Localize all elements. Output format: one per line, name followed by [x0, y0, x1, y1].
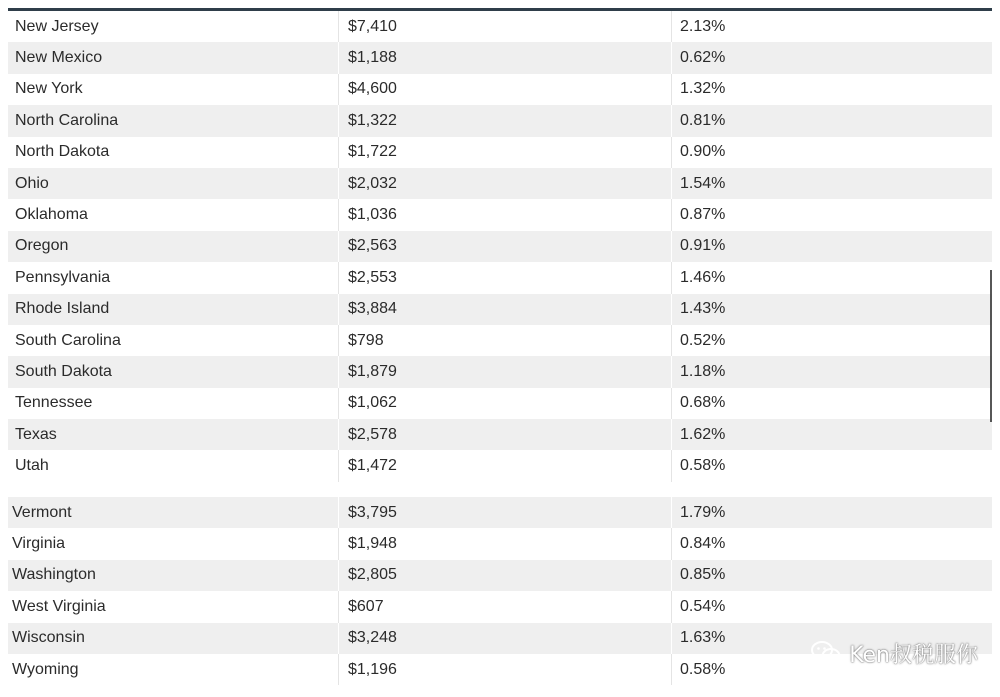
state-cell: South Dakota	[15, 362, 112, 380]
wechat-icon	[811, 640, 841, 666]
tax-cell: $1,948	[338, 528, 671, 559]
rate-cell: 0.90%	[671, 137, 992, 168]
tax-cell: $3,248	[338, 623, 671, 654]
table-row	[8, 199, 992, 230]
table-row	[8, 294, 992, 325]
tax-cell: $3,884	[338, 294, 671, 325]
tax-cell: $1,322	[338, 105, 671, 136]
tax-cell: $1,196	[338, 654, 671, 685]
tax-cell: $1,188	[338, 42, 671, 73]
tax-cell: $4,600	[338, 74, 671, 105]
state-cell: South Carolina	[15, 331, 121, 349]
table-row	[8, 591, 992, 622]
table-row	[8, 105, 992, 136]
tax-cell: $7,410	[338, 11, 671, 42]
state-cell: Ohio	[15, 174, 49, 192]
table-row	[8, 388, 992, 419]
tax-cell: $1,036	[338, 199, 671, 230]
table-row	[8, 11, 992, 42]
tax-cell: $1,879	[338, 356, 671, 387]
rate-cell: 0.85%	[671, 560, 992, 591]
rate-cell: 1.79%	[671, 497, 992, 528]
rate-cell: 0.58%	[671, 654, 992, 685]
state-cell: Wisconsin	[12, 629, 85, 647]
table-row	[8, 325, 992, 356]
tax-cell: $2,578	[338, 419, 671, 450]
rate-cell: 0.54%	[671, 591, 992, 622]
rate-cell: 0.62%	[671, 42, 992, 73]
rate-cell: 0.81%	[671, 105, 992, 136]
state-cell: North Carolina	[15, 111, 119, 129]
rate-cell: 0.91%	[671, 231, 992, 262]
table-row	[8, 560, 992, 591]
property-tax-table-part-1	[8, 11, 992, 482]
state-cell: Oklahoma	[15, 206, 88, 224]
rate-cell: 1.63%	[671, 623, 992, 654]
tax-cell: $1,472	[338, 450, 671, 481]
rate-cell: 0.68%	[671, 388, 992, 419]
table-row	[8, 419, 992, 450]
rate-cell: 1.46%	[671, 262, 992, 293]
rate-cell: 1.43%	[671, 294, 992, 325]
rate-cell: 0.84%	[671, 528, 992, 559]
state-cell: Virginia	[12, 535, 66, 553]
table-row	[8, 137, 992, 168]
table-row	[8, 231, 992, 262]
scrollbar-track[interactable]	[990, 270, 992, 422]
tax-cell: $607	[338, 591, 671, 622]
tax-cell: $3,795	[338, 497, 671, 528]
state-cell: Oregon	[15, 237, 69, 255]
tax-cell: $2,563	[338, 231, 671, 262]
watermark	[811, 636, 978, 670]
tax-cell: $1,062	[338, 388, 671, 419]
rate-cell: 1.32%	[671, 74, 992, 105]
state-cell: Rhode Island	[15, 300, 110, 318]
table-row	[8, 528, 992, 559]
tax-cell: $1,722	[338, 137, 671, 168]
rate-cell: 0.58%	[671, 450, 992, 481]
table-row	[8, 168, 992, 199]
table-row	[8, 450, 992, 481]
table-row	[8, 42, 992, 73]
table-row	[8, 262, 992, 293]
watermark-text: Ken叔税服你	[849, 642, 978, 668]
table-row	[8, 74, 992, 105]
table-row	[8, 497, 992, 528]
state-cell: Texas	[15, 425, 57, 443]
state-cell: West Virginia	[12, 597, 106, 615]
rate-cell: 1.54%	[671, 168, 992, 199]
tax-cell: $2,032	[338, 168, 671, 199]
rate-cell: 1.18%	[671, 356, 992, 387]
state-cell: Washington	[12, 566, 96, 584]
state-cell: Tennessee	[15, 394, 93, 412]
rate-cell: 0.52%	[671, 325, 992, 356]
rate-cell: 0.87%	[671, 199, 992, 230]
table-row	[8, 356, 992, 387]
rate-cell: 2.13%	[671, 11, 992, 42]
state-cell: Utah	[15, 457, 49, 475]
state-cell: North Dakota	[15, 143, 110, 161]
tax-cell: $2,553	[338, 262, 671, 293]
state-cell: Pennsylvania	[15, 268, 111, 286]
rate-cell: 1.62%	[671, 419, 992, 450]
state-cell: New York	[15, 80, 83, 98]
tax-cell: $798	[338, 325, 671, 356]
state-cell: New Mexico	[15, 49, 103, 67]
state-cell: Wyoming	[12, 660, 79, 678]
state-cell: Vermont	[12, 503, 72, 521]
tax-cell: $2,805	[338, 560, 671, 591]
state-cell: New Jersey	[15, 17, 99, 35]
